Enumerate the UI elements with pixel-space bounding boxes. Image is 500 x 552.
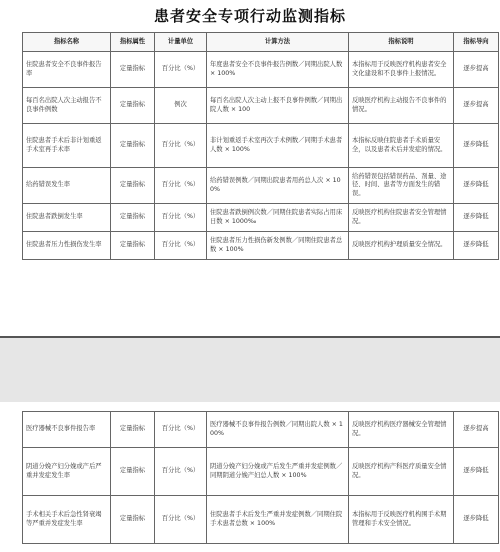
- table-row: [23, 204, 499, 232]
- cell-method: 医疗器械不良事件报告例数／同期出院人数 × 100%: [207, 412, 349, 448]
- table-row: [23, 412, 499, 448]
- cell-unit: 百分比（%）: [155, 412, 207, 448]
- cell-direction: 逐步降低: [454, 496, 499, 544]
- table-row: [23, 52, 499, 88]
- page-title: 患者安全专项行动监测指标: [153, 7, 346, 25]
- cell-name: 住院患者跌倒发生率: [23, 204, 111, 232]
- cell-method: 非计划重返手术室再次手术例数／同期手术患者人数 × 100%: [207, 124, 349, 168]
- cell-direction: 逐步降低: [454, 448, 499, 496]
- cell-name: 住院患者手术后非计划重返手术室再手术率: [23, 124, 111, 168]
- header-unit: 计量单位: [155, 33, 207, 52]
- cell-name: 手术相关手术后急性肾衰竭等严重并发症发生率: [23, 496, 111, 544]
- cell-direction: 逐步提高: [454, 412, 499, 448]
- cell-method: 住院患者压力性损伤新发例数／同期住院患者总数 × 100%: [207, 232, 349, 260]
- cell-attr: 定量指标: [111, 412, 155, 448]
- cell-unit: 百分比（%）: [155, 448, 207, 496]
- cell-method: 住院患者跌倒例次数／同期住院患者实际占用床日数 × 1000‰: [207, 204, 349, 232]
- header-indicator-attr: 指标属性: [111, 33, 155, 52]
- table-header-row: [23, 33, 499, 52]
- header-indicator-name: 指标名称: [23, 33, 111, 52]
- cell-name: 住院患者压力性损伤发生率: [23, 232, 111, 260]
- cell-unit: 例次: [155, 88, 207, 124]
- cell-desc: 反映医疗机构住院患者安全管理情况。: [349, 204, 454, 232]
- cell-desc: 本指标用于反映医疗机构围手术期管理和手术安全情况。: [349, 496, 454, 544]
- cell-desc: 反映医疗机构护理质量安全情况。: [349, 232, 454, 260]
- cell-attr: 定量指标: [111, 496, 155, 544]
- table-row: [23, 496, 499, 544]
- table-row: [23, 124, 499, 168]
- cell-desc: 反映医疗机构产科医疗质量安全情况。: [349, 448, 454, 496]
- table-row: [23, 88, 499, 124]
- cell-direction: 逐步降低: [454, 204, 499, 232]
- cell-attr: 定量指标: [111, 124, 155, 168]
- cell-direction: 逐步降低: [454, 168, 499, 204]
- table-row: [23, 448, 499, 496]
- cell-direction: 逐步提高: [454, 52, 499, 88]
- table-row: [23, 168, 499, 204]
- header-method: 计算方法: [207, 33, 349, 52]
- cell-desc: 反映医疗机构主动报告不良事件的情况。: [349, 88, 454, 124]
- document-page-2: [0, 402, 500, 552]
- cell-attr: 定量指标: [111, 168, 155, 204]
- cell-unit: 百分比（%）: [155, 204, 207, 232]
- cell-direction: 逐步降低: [454, 232, 499, 260]
- cell-method: 阴道分娩产妇分娩或产后发生严重并发症例数／同期阴道分娩产妇总人数 × 100%: [207, 448, 349, 496]
- cell-name: 每百名出院人次主动报告不良事件例数: [23, 88, 111, 124]
- cell-unit: 百分比（%）: [155, 168, 207, 204]
- cell-attr: 定量指标: [111, 448, 155, 496]
- cell-unit: 百分比（%）: [155, 124, 207, 168]
- cell-name: 医疗器械不良事件报告率: [23, 412, 111, 448]
- cell-method: 给药错误例数／同期出院患者用药总人次 × 100%: [207, 168, 349, 204]
- indicator-table-continued: [22, 411, 499, 544]
- cell-desc: 反映医疗机构医疗器械安全管理情况。: [349, 412, 454, 448]
- cell-method: 每百名出院人次主动上报不良事件例数／同期出院人数 × 100: [207, 88, 349, 124]
- cell-desc: 本指标反映住院患者手术质量安全，以及患者术后并发症的情况。: [349, 124, 454, 168]
- cell-desc: 本指标用于反映医疗机构患者安全文化建设和不良事件上报情况。: [349, 52, 454, 88]
- indicator-table: [22, 32, 499, 260]
- cell-attr: 定量指标: [111, 232, 155, 260]
- cell-attr: 定量指标: [111, 88, 155, 124]
- cell-name: 住院患者安全不良事件报告率: [23, 52, 111, 88]
- cell-attr: 定量指标: [111, 52, 155, 88]
- header-direction: 指标导向: [454, 33, 499, 52]
- cell-method: 年度患者安全不良事件报告例数／同期出院人数 × 100%: [207, 52, 349, 88]
- cell-direction: 逐步降低: [454, 124, 499, 168]
- cell-desc: 给药错误包括错误药品、剂量、途径、时间、患者等方面发生的错误。: [349, 168, 454, 204]
- page-separator: [0, 338, 500, 402]
- cell-unit: 百分比（%）: [155, 232, 207, 260]
- cell-direction: 逐步提高: [454, 88, 499, 124]
- cell-name: 阴道分娩产妇分娩或产后严重并发症发生率: [23, 448, 111, 496]
- table-row: [23, 232, 499, 260]
- header-description: 指标说明: [349, 33, 454, 52]
- cell-method: 住院患者手术后发生严重并发症例数／同期住院手术患者总数 × 100%: [207, 496, 349, 544]
- cell-unit: 百分比（%）: [155, 52, 207, 88]
- cell-name: 给药错误发生率: [23, 168, 111, 204]
- cell-attr: 定量指标: [111, 204, 155, 232]
- cell-unit: 百分比（%）: [155, 496, 207, 544]
